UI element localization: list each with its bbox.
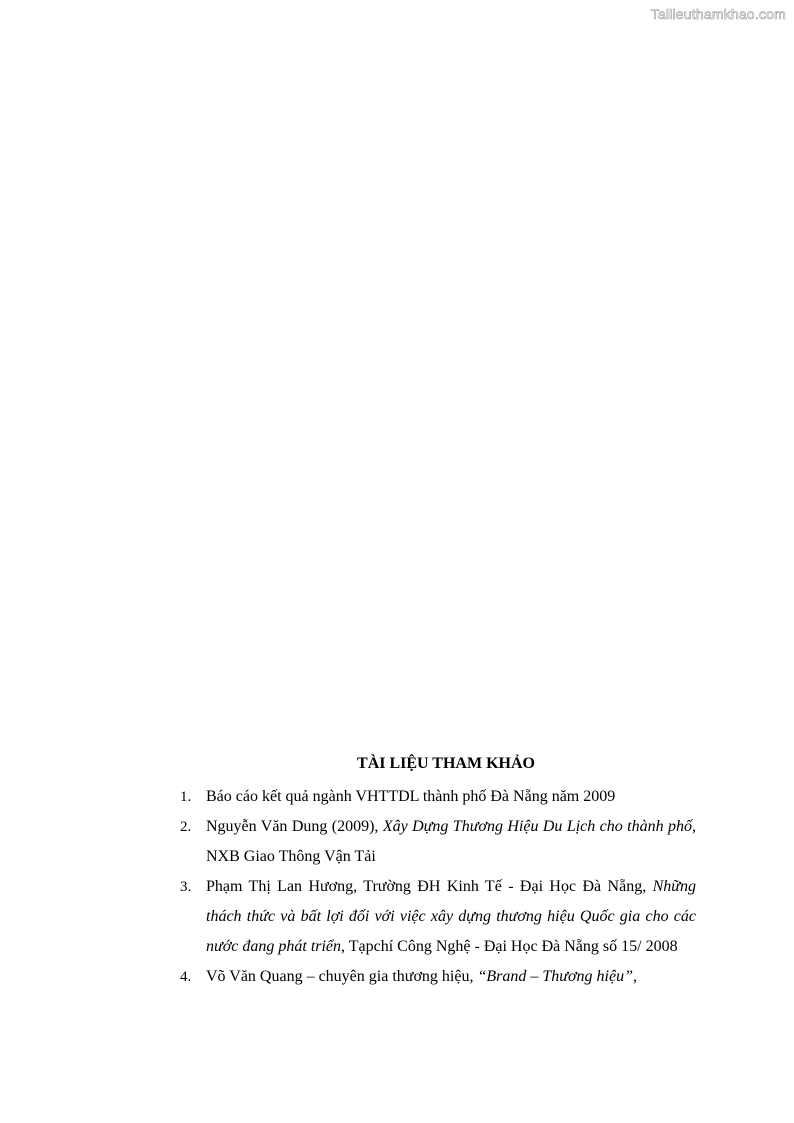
reference-author: Nguyễn Văn Dung (2009), [206,818,383,835]
reference-publisher: , Tạpchí Công Nghệ - Đại Học Đà Nẵng số 15/ 2008 [341,938,678,955]
reference-publisher: , [632,968,637,985]
reference-title: Xây Dựng Thương Hiệu Du Lịch cho thành phố [382,818,693,835]
reference-publisher: , NXB Giao Thông Vận Tải [206,818,697,865]
reference-author: Võ Văn Quang – chuyên gia thương hiệu, [206,968,478,985]
reference-number: 3. [180,879,192,895]
reference-number: 4. [180,969,192,985]
reference-item-1 [180,782,696,812]
reference-title: Những thách thức và bất lợi đối với việc xây dựng thương hiệu Quốc gia cho các nước đang phát triển [206,878,696,955]
watermark-text: Tailieuthamkhao.com [650,6,786,22]
references-section [180,752,696,992]
reference-title: “Brand – Thương hiệu” [477,968,633,985]
reference-text: Báo cáo kết quả ngành VHTTDL thành phố Đà Nẵng năm 2009 [206,788,616,805]
reference-item-2 [180,812,696,872]
references-title: TÀI LIỆU THAM KHẢO [357,755,535,772]
references-list [180,782,696,992]
reference-author: Phạm Thị Lan Hương, Trường ĐH Kinh Tế - Đại Học Đà Nẵng, [206,878,653,895]
reference-number: 1. [180,789,192,805]
reference-item-4 [180,962,696,992]
reference-number: 2. [180,819,192,835]
reference-item-3 [180,872,696,962]
